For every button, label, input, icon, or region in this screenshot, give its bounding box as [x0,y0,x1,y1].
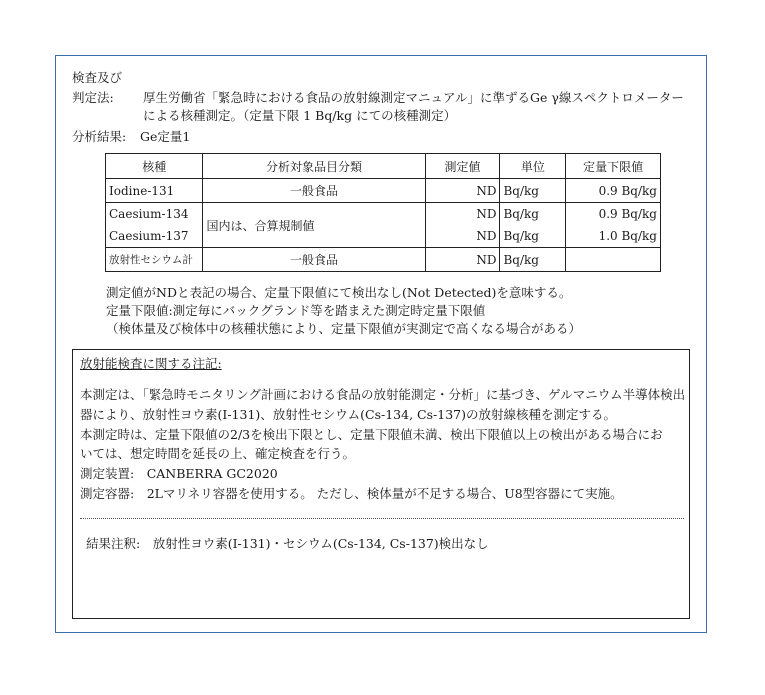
header-limit: 定量下限値 [566,154,661,179]
header-value: 測定値 [425,154,500,179]
result-conclusion: 結果注釈: 放射性ヨウ素(I-131)・セシウム(Cs-134, Cs-137)検出なし [86,536,489,551]
header-unit: 単位 [500,154,566,179]
notes-line-5: 測定装置: CANBERRA GC2020 [80,466,278,481]
table-header-row [106,154,661,179]
notes-line-1: 本測定は、「緊急時モニタリング計画における食品の放射能測定・分析」に基づき、ゲルマニウム半導体検出 [80,387,686,402]
cell-unit-a: Bq/kg [503,207,539,221]
method-text-1: 厚生労働省「緊急時における食品の放射線測定マニュアル」に準ずるGe γ線スペクトロメーター [143,90,684,105]
method-label-1: 検査及び [72,70,123,85]
results-table [105,153,661,272]
method-label-2: 判定法: [72,90,114,105]
notes-line-2: 器により、放射性ヨウ素(I-131)、放射性セシウム(Cs-134, Cs-137)の放射線核種を測定する。 [80,407,616,422]
notes-title: 放射能検査に関する注記: [80,356,222,371]
footnote-3: （検体量及び検体中の核種状態により、定量下限値が実測定で高くなる場合がある） [106,321,582,336]
notes-line-3: 本測定時は、定量下限値の2/3を検出下限とし、定量下限値未満、検出下限値以上の検出がある場合にお [80,427,663,442]
cell-limit [566,248,661,272]
footnote-2: 定量下限値:測定毎にバックグランド等を踏まえた測定時定量下限値 [106,303,486,318]
cell-category: 一般食品 [203,179,425,203]
cell-value [425,203,500,248]
header-category: 分析対象品目分類 [203,154,425,179]
table-row [106,203,661,248]
cell-category: 国内は、合算規制値 [203,203,425,248]
cell-limit: 0.9 Bq/kg [566,179,661,203]
cell-limit-b: 1.0 Bq/kg [598,229,657,243]
table-row [106,248,661,272]
notes-line-4: いては、想定時間を延長の上、確定検査を行う。 [80,446,356,461]
cell-category: 一般食品 [203,248,425,272]
cell-nuclide-a: Caesium-134 [109,207,189,221]
cell-value-b: ND [476,229,497,243]
dotted-divider [80,518,684,519]
cell-nuclide: Iodine-131 [106,179,203,203]
cell-value: ND [425,179,500,203]
cell-value-a: ND [476,207,497,221]
cell-nuclide [106,203,203,248]
cell-value: ND [425,248,500,272]
cell-limit [566,203,661,248]
cell-unit-b: Bq/kg [503,229,539,243]
footnote-1: 測定値がNDと表記の場合、定量下限値にて検出なし(Not Detected)を意味する。 [106,285,572,300]
table-row [106,179,661,203]
notes-line-6: 測定容器: 2Lマリネリ容器を使用する。 ただし、検体量が不足する場合、U8型容器にて実施。 [80,486,623,501]
cell-unit: Bq/kg [500,248,566,272]
cell-unit: Bq/kg [500,179,566,203]
cell-limit-a: 0.9 Bq/kg [598,207,657,221]
header-nuclide: 核種 [106,154,203,179]
cell-unit [500,203,566,248]
method-text-2: による核種測定。（定量下限 1 Bq/kg にての核種測定） [143,108,457,123]
result-value: Ge定量1 [140,129,191,144]
cell-nuclide-b: Caesium-137 [109,229,189,243]
cell-nuclide: 放射性セシウム計 [106,248,203,272]
result-label: 分析結果: [72,129,127,144]
